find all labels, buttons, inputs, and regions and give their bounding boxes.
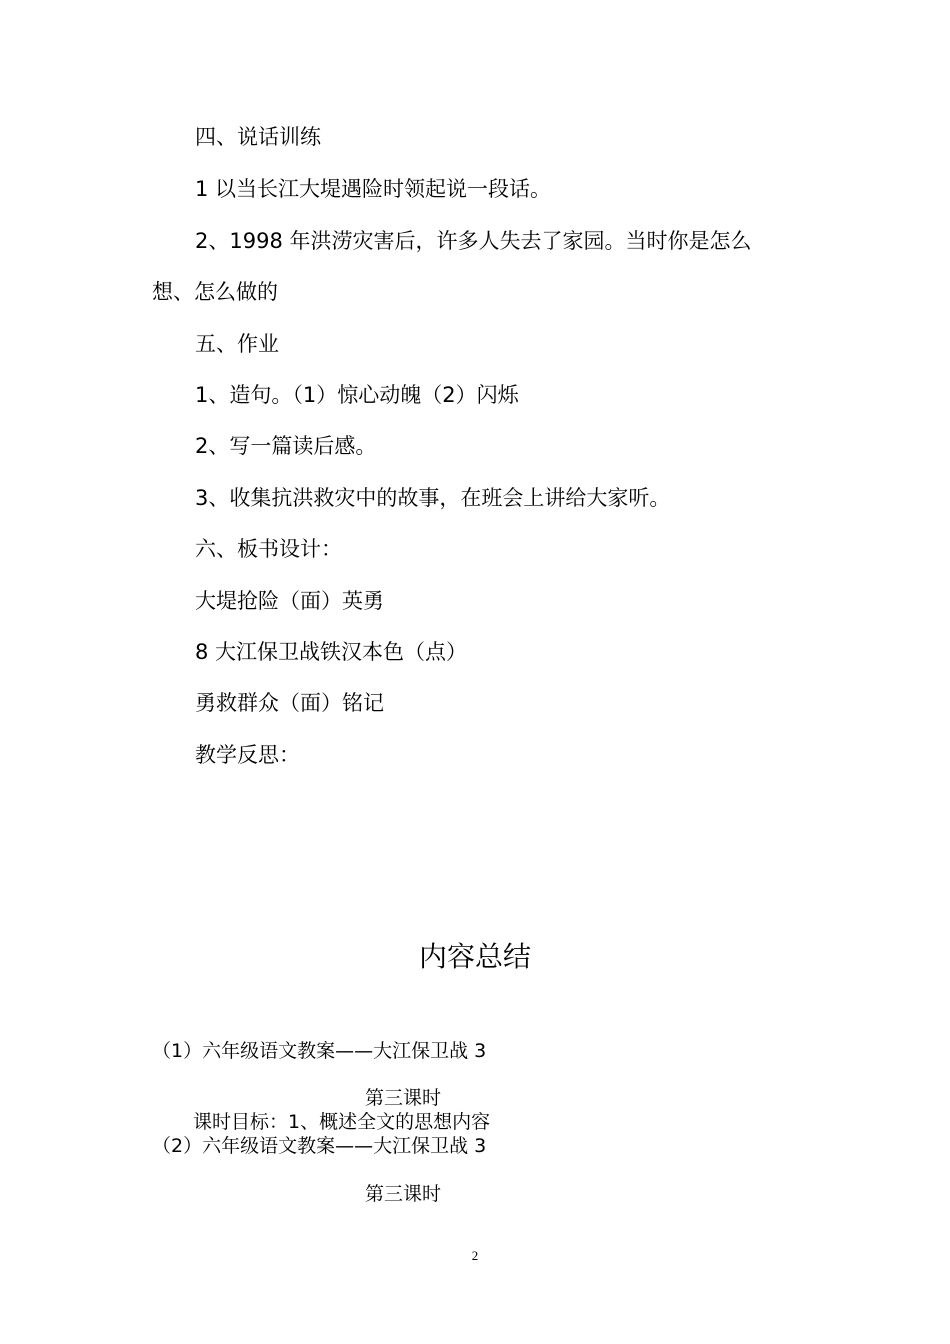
paragraph-speaking-item-2: 2、1998 年洪涝灾害后，许多人失去了家园。当时你是怎么 [195, 229, 752, 253]
section-heading-speaking-training: 四、说话训练 [195, 125, 321, 149]
summary-line-1: （1）六年级语文教案——大江保卫战 3 [152, 1040, 487, 1062]
board-design-line-1: 大堤抢险（面）英勇 [195, 589, 384, 613]
board-design-line-3: 勇救群众（面）铭记 [195, 691, 384, 715]
section-heading-board-design: 六、板书设计： [195, 537, 342, 561]
homework-item-1: 1、造句。（1）惊心动魄（2）闪烁 [195, 383, 519, 407]
summary-title: 内容总结 [418, 940, 531, 973]
summary-line-4: （2）六年级语文教案——大江保卫战 3 [152, 1135, 487, 1157]
summary-line-5: 第三课时 [365, 1183, 442, 1205]
teaching-reflection-label: 教学反思： [195, 743, 300, 767]
paragraph-speaking-item-2-cont: 想、怎么做的 [152, 280, 278, 304]
board-design-line-2: 8 大江保卫战铁汉本色（点） [195, 640, 468, 664]
paragraph-speaking-item-1: 1 以当长江大堤遇险时领起说一段话。 [195, 177, 552, 201]
homework-item-3: 3、收集抗洪救灾中的故事，在班会上讲给大家听。 [195, 486, 671, 510]
summary-line-3: 课时目标：1、概述全文的思想内容 [193, 1111, 491, 1133]
summary-line-2: 第三课时 [365, 1087, 442, 1109]
section-heading-homework: 五、作业 [195, 332, 279, 356]
homework-item-2: 2、写一篇读后感。 [195, 434, 377, 458]
page-number: 2 [471, 1248, 479, 1263]
